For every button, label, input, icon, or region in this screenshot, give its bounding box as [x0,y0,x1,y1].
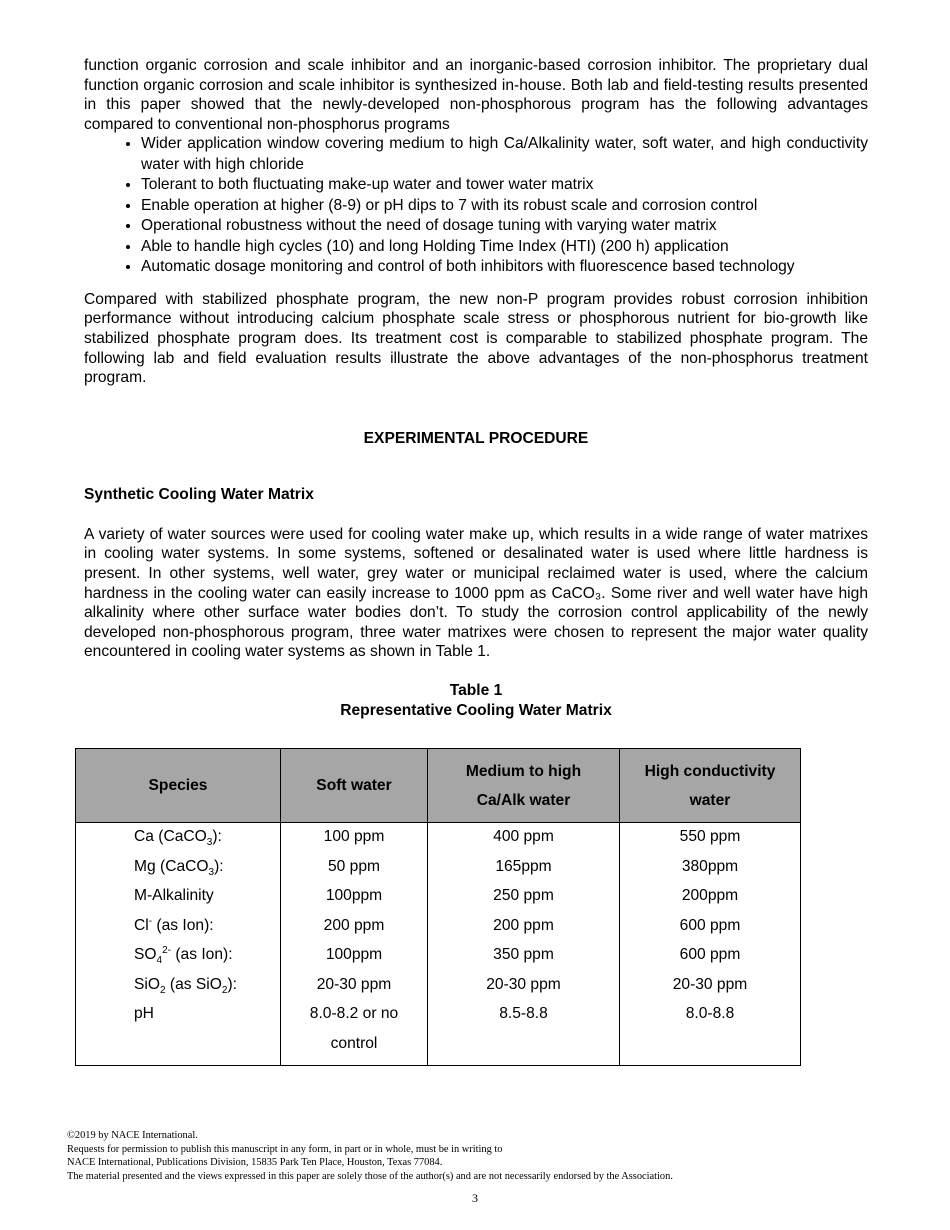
soft-chloride: 200 ppm [323,916,385,934]
water-matrix-table [75,748,801,1066]
page-body [84,56,868,721]
species-column [76,823,281,1066]
footer-copyright: ©2019 by NACE International. [67,1130,198,1141]
footer-line: NACE International, Publications Division, 15835 Park Ten Place, Houston, Texas 77084. [67,1157,443,1169]
species-silica: SiO$_2$ (as SiO$_2$): [134,975,237,996]
header-soft-water: Soft water [281,749,428,823]
list-item: • Enable operation at higher (8-9) or pH dips to 7 with its robust scale and corrosion control [141,196,868,217]
list-item: • Wider application window covering medium to high Ca/Alkalinity water, soft water, and high conductivity water with high chloride [141,134,868,175]
medium-ca: 400 ppm [493,828,554,845]
species-alkalinity: M-Alkalinity [134,887,214,904]
soft-ph-line2: control [330,1034,378,1052]
footer-notice [67,1129,673,1183]
header-high-conductivity [620,749,801,823]
header-medium-line1: Medium to high [465,762,582,780]
species-chloride: Cl- (as Ion): [134,915,214,934]
page-number: 3 [472,1191,478,1205]
high-ca: 550 ppm [679,828,741,845]
high-conductivity-column [620,823,801,1066]
medium-sulfate: 350 ppm [493,946,554,963]
comparison-paragraph: Compared with stabilized phosphate program, the new non-P program provides robust corrosion inhibition performance without introducing calcium phosphate scale stress or phosphorous nutrient for bio-growth like stabilized phosphate program does. Its treatment cost is comparable to stabilized phosphate program. The following lab and field evaluation results illustrate the above advantages of the non-phosphorus treatment program. [84,290,868,387]
footer-line: Requests for permission to publish this manuscript in any form, in part or in whole, must be in writing to [67,1143,503,1155]
table-title: Representative Cooling Water Matrix [340,702,612,719]
footer-line: The material presented and the views expressed in this paper are solely those of the author(s) and are not necessarily endorsed by the Association. [67,1170,673,1182]
soft-alkalinity: 100ppm [325,887,383,904]
advantages-list [84,134,868,278]
matrix-paragraph: A variety of water sources were used for cooling water make up, which results in a wide range of water matrixes in cooling water systems. In some systems, softened or desalinated water is used where little hardness is present. In other systems, well water, grey water or municipal reclaimed water is used, where the calcium hardness in the cooling water can easily increase to 1000 ppm as CaCO₃. Some river and well water have high alkalinity where other surface water bodies don’t. To study the corrosion control applicability of the newly developed non-phosphorous program, three water matrixes were chosen to represent the major water quality encountered in cooling water systems as shown in Table 1. [84,525,868,661]
medium-water-column [428,823,620,1066]
medium-alkalinity: 250 ppm [493,887,554,904]
soft-silica: 20-30 ppm [316,975,392,993]
list-item: • Automatic dosage monitoring and control of both inhibitors with fluorescence based technology [141,257,868,278]
soft-mg: 50 ppm [327,857,380,875]
species-mg: Mg (CaCO$_3$): [134,857,224,878]
header-medium-water [428,749,620,823]
intro-paragraph: function organic corrosion and scale inhibitor and an inorganic-based corrosion inhibitor. The proprietary dual function organic corrosion and scale inhibitor is synthesized in-house. Both lab and field-testing results presented in this paper showed that the newly-developed non-phosphorous program has the following advantages compared to conventional non-phosphorus programs [84,57,868,133]
table-header-row [76,749,801,823]
header-high-line1: High conductivity [644,762,776,780]
high-silica: 20-30 ppm [672,975,748,993]
soft-water-column [281,823,428,1066]
high-ph: 8.0-8.8 [685,1005,735,1022]
high-mg: 380ppm [681,857,739,875]
list-item: • Able to handle high cycles (10) and long Holding Time Index (HTI) (200 h) application [141,237,868,258]
table-number: Table 1 [449,682,503,699]
header-medium-line2: Ca/Alk water [476,791,571,809]
high-chloride: 600 ppm [679,916,741,934]
medium-ph: 8.5-8.8 [499,1005,548,1022]
medium-silica: 20-30 ppm [486,975,561,993]
species-sulfate: $SO_4^{2-}$ (as Ion): [134,944,233,967]
table-caption [84,681,868,721]
list-item: • Operational robustness without the need of dosage tuning with varying water matrix [141,216,868,237]
species-ph: pH [134,1005,154,1022]
header-high-line2: water [689,791,731,809]
table-row [76,823,801,1066]
species-ca: Ca (CaCO$_3$): [134,828,222,849]
soft-sulfate: 100ppm [325,946,383,963]
soft-ca: 100 ppm [323,828,385,845]
high-alkalinity: 200ppm [681,887,739,904]
header-species: Species [76,749,281,823]
soft-ph-line1: 8.0-8.2 or no [309,1005,399,1022]
list-item: • Tolerant to both fluctuating make-up water and tower water matrix [141,175,868,196]
high-sulfate: 600 ppm [679,946,741,963]
subsection-title: Synthetic Cooling Water Matrix [84,485,314,503]
medium-mg: 165ppm [495,857,552,875]
medium-chloride: 200 ppm [493,916,554,934]
section-title: EXPERIMENTAL PROCEDURE [363,429,589,447]
